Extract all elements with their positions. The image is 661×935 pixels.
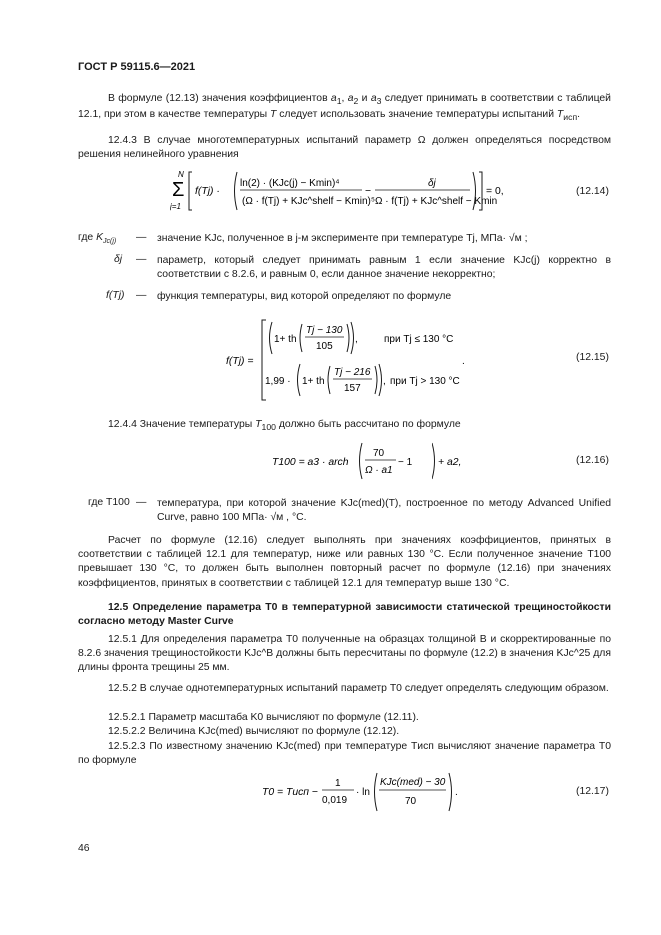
paragraph-12-5-1: 12.5.1 Для определения параметра T0 полученные на образцах толщиной B и скорректированные по 8.2.6 значения трещиностойкости KJc^B должны быть пересчитаны по формуле (12.2) в значения KJc^25 для длины фронта трещины 25 мм.: [78, 634, 611, 674]
eq17-frac-num: 1: [335, 778, 341, 789]
eq15-row2-pre: 1,99 ·: [265, 376, 291, 387]
eq15-comma-1: ,: [355, 334, 358, 345]
document-header: ГОСТ Р 59115.6—2021: [78, 61, 196, 73]
eq16-rest: − 1: [398, 457, 413, 468]
equation-12-16: [272, 440, 432, 482]
eq-sum-top: N: [178, 170, 184, 179]
eq15-row2-cond: при Tj > 130 °C: [390, 376, 460, 387]
eq16-tail: + a2,: [438, 457, 462, 468]
eq15-row1-cond: при Tj ≤ 130 °C: [384, 334, 454, 345]
eq-den2: Ω · f(Tj) + KJc^shelf − Kmin: [375, 196, 498, 207]
eq15-lhs: f(Tj) =: [226, 356, 254, 367]
eq-num1: ln(2) · (KJc(j) − Kmin)⁴: [240, 178, 340, 189]
eq-number-12-16: (12.16): [576, 455, 609, 466]
eq15-row1-num: Tj − 130: [306, 325, 343, 336]
eq16-den: Ω · a1: [365, 465, 393, 476]
eq17-lhs: T0 = Tисп −: [262, 787, 318, 798]
section-heading-12-5: 12.5 Определение параметра T0 в температурной зависимости статической трещиностойкости согласно методу Master Curve: [78, 602, 611, 628]
where2-lead: где T100: [88, 497, 130, 508]
eq16-num: 70: [373, 448, 385, 459]
eq17-ln: · ln: [356, 787, 370, 798]
paragraph-12-5-2-1: 12.5.2.1 Параметр масштаба K0 вычисляют по формуле (12.11).: [108, 712, 419, 723]
eq15-one-plus-th-2: 1+ th: [302, 376, 325, 387]
eq-rhs: = 0,: [486, 186, 504, 197]
eq-minus: −: [365, 186, 372, 197]
where-dash-3: —: [136, 290, 147, 301]
eq-num2: δj: [428, 178, 436, 189]
eq15-row1-den: 105: [316, 341, 333, 352]
eq17-den: 70: [405, 796, 417, 807]
eq17-frac-den: 0,019: [322, 795, 348, 806]
paragraph-recalc: Расчет по формуле (12.16) следует выполнять при значениях коэффициентов, принятых в соответствии с таблицей 12.1 для температур, ниже или равных 130 °C. Если полученное значение T100 превышает 130 °C, то должен быть выполнен повторный расчет по формуле (12.16) при значениях коэффициентов, принятых в соответствии с таблицей 12.1 для температур выше 130 °C.: [78, 535, 611, 589]
eq15-one-plus-th-1: 1+ th: [274, 334, 297, 345]
eq15-row2-num: Tj − 216: [334, 367, 371, 378]
eq17-num: KJc(med) − 30: [380, 777, 446, 788]
where-desc-ftj: функция температуры, вид которой определяют по формуле: [157, 291, 452, 302]
eq-sum-bottom: j=1: [170, 202, 181, 211]
where2-desc: температура, при которой значение KJc(med)(T), построенное по методу Advanced Unified Curve, равно 100 МПа· √м , °C.: [157, 498, 611, 524]
where-symbol-ftj: f(Tj): [106, 290, 125, 301]
where-desc-delta: параметр, который следует принимать равным 1 если значение KJc(j) корректно в соответствии с 8.2.6, и равным 0, если данное значение некорректно;: [157, 255, 611, 281]
eq-sum-sign: Σ: [172, 179, 185, 201]
eq-f-tj: f(Tj) ·: [195, 186, 220, 197]
equation-12-14: [170, 168, 510, 214]
page-number: 46: [78, 843, 90, 854]
paragraph-12-4-4: 12.4.4 Значение температуры $T_{100}$ должно быть рассчитано по формуле: [108, 419, 461, 433]
eq15-row2-den: 157: [344, 383, 361, 394]
eq15-dot: .: [462, 356, 465, 367]
where-desc-kjcj: значение KJc, полученное в j-м эксперименте при температуре Tj, МПа· √м ;: [157, 233, 528, 244]
eq-den1: (Ω · f(Tj) + KJc^shelf − Kmin)⁵: [242, 196, 375, 207]
paragraph-12-4-3: 12.4.3 В случае многотемпературных испытаний параметр Ω должен определяться посредством решения нелинейного уравнения: [78, 135, 611, 161]
paragraph-12-5-2-2: 12.5.2.2 Величина KJc(med) вычисляют по формуле (12.12).: [108, 726, 400, 737]
eq15-comma-2: ,: [383, 376, 386, 387]
eq17-tail: .: [455, 787, 458, 798]
paragraph-12-5-2: 12.5.2 В случае однотемпературных испытаний параметр T0 следует определять следующим образом.: [108, 683, 609, 694]
where-dash-1: —: [136, 232, 147, 243]
where-symbol-delta: δj: [114, 254, 123, 265]
where-lead: где $K_{Jc(j)}$: [78, 232, 117, 246]
where2-dash: —: [136, 497, 147, 508]
where-dash-2: —: [136, 254, 147, 265]
eq-number-12-15: (12.15): [576, 352, 609, 363]
equation-12-16-tail: [432, 440, 482, 482]
equation-12-15: [226, 318, 476, 402]
eq-number-12-17: (12.17): [576, 786, 609, 797]
eq-number-12-14: (12.14): [576, 186, 609, 197]
eq16-lhs: T100 = a3 · arch: [272, 457, 349, 468]
equation-12-17: [262, 770, 462, 814]
paragraph-12-5-2-3: 12.5.2.3 По известному значению KJc(med) при температуре Tисп вычисляют значение параметра T0 по формуле: [78, 741, 611, 767]
paragraph-coefficients: В формуле (12.13) значения коэффициентов $a_1$, $a_2$ и $a_3$ следует принимать в соответствии с таблицей 12.1, при этом в качестве температуры T следует использовать значение температуры испытаний $T_{исп}$.: [78, 93, 611, 123]
